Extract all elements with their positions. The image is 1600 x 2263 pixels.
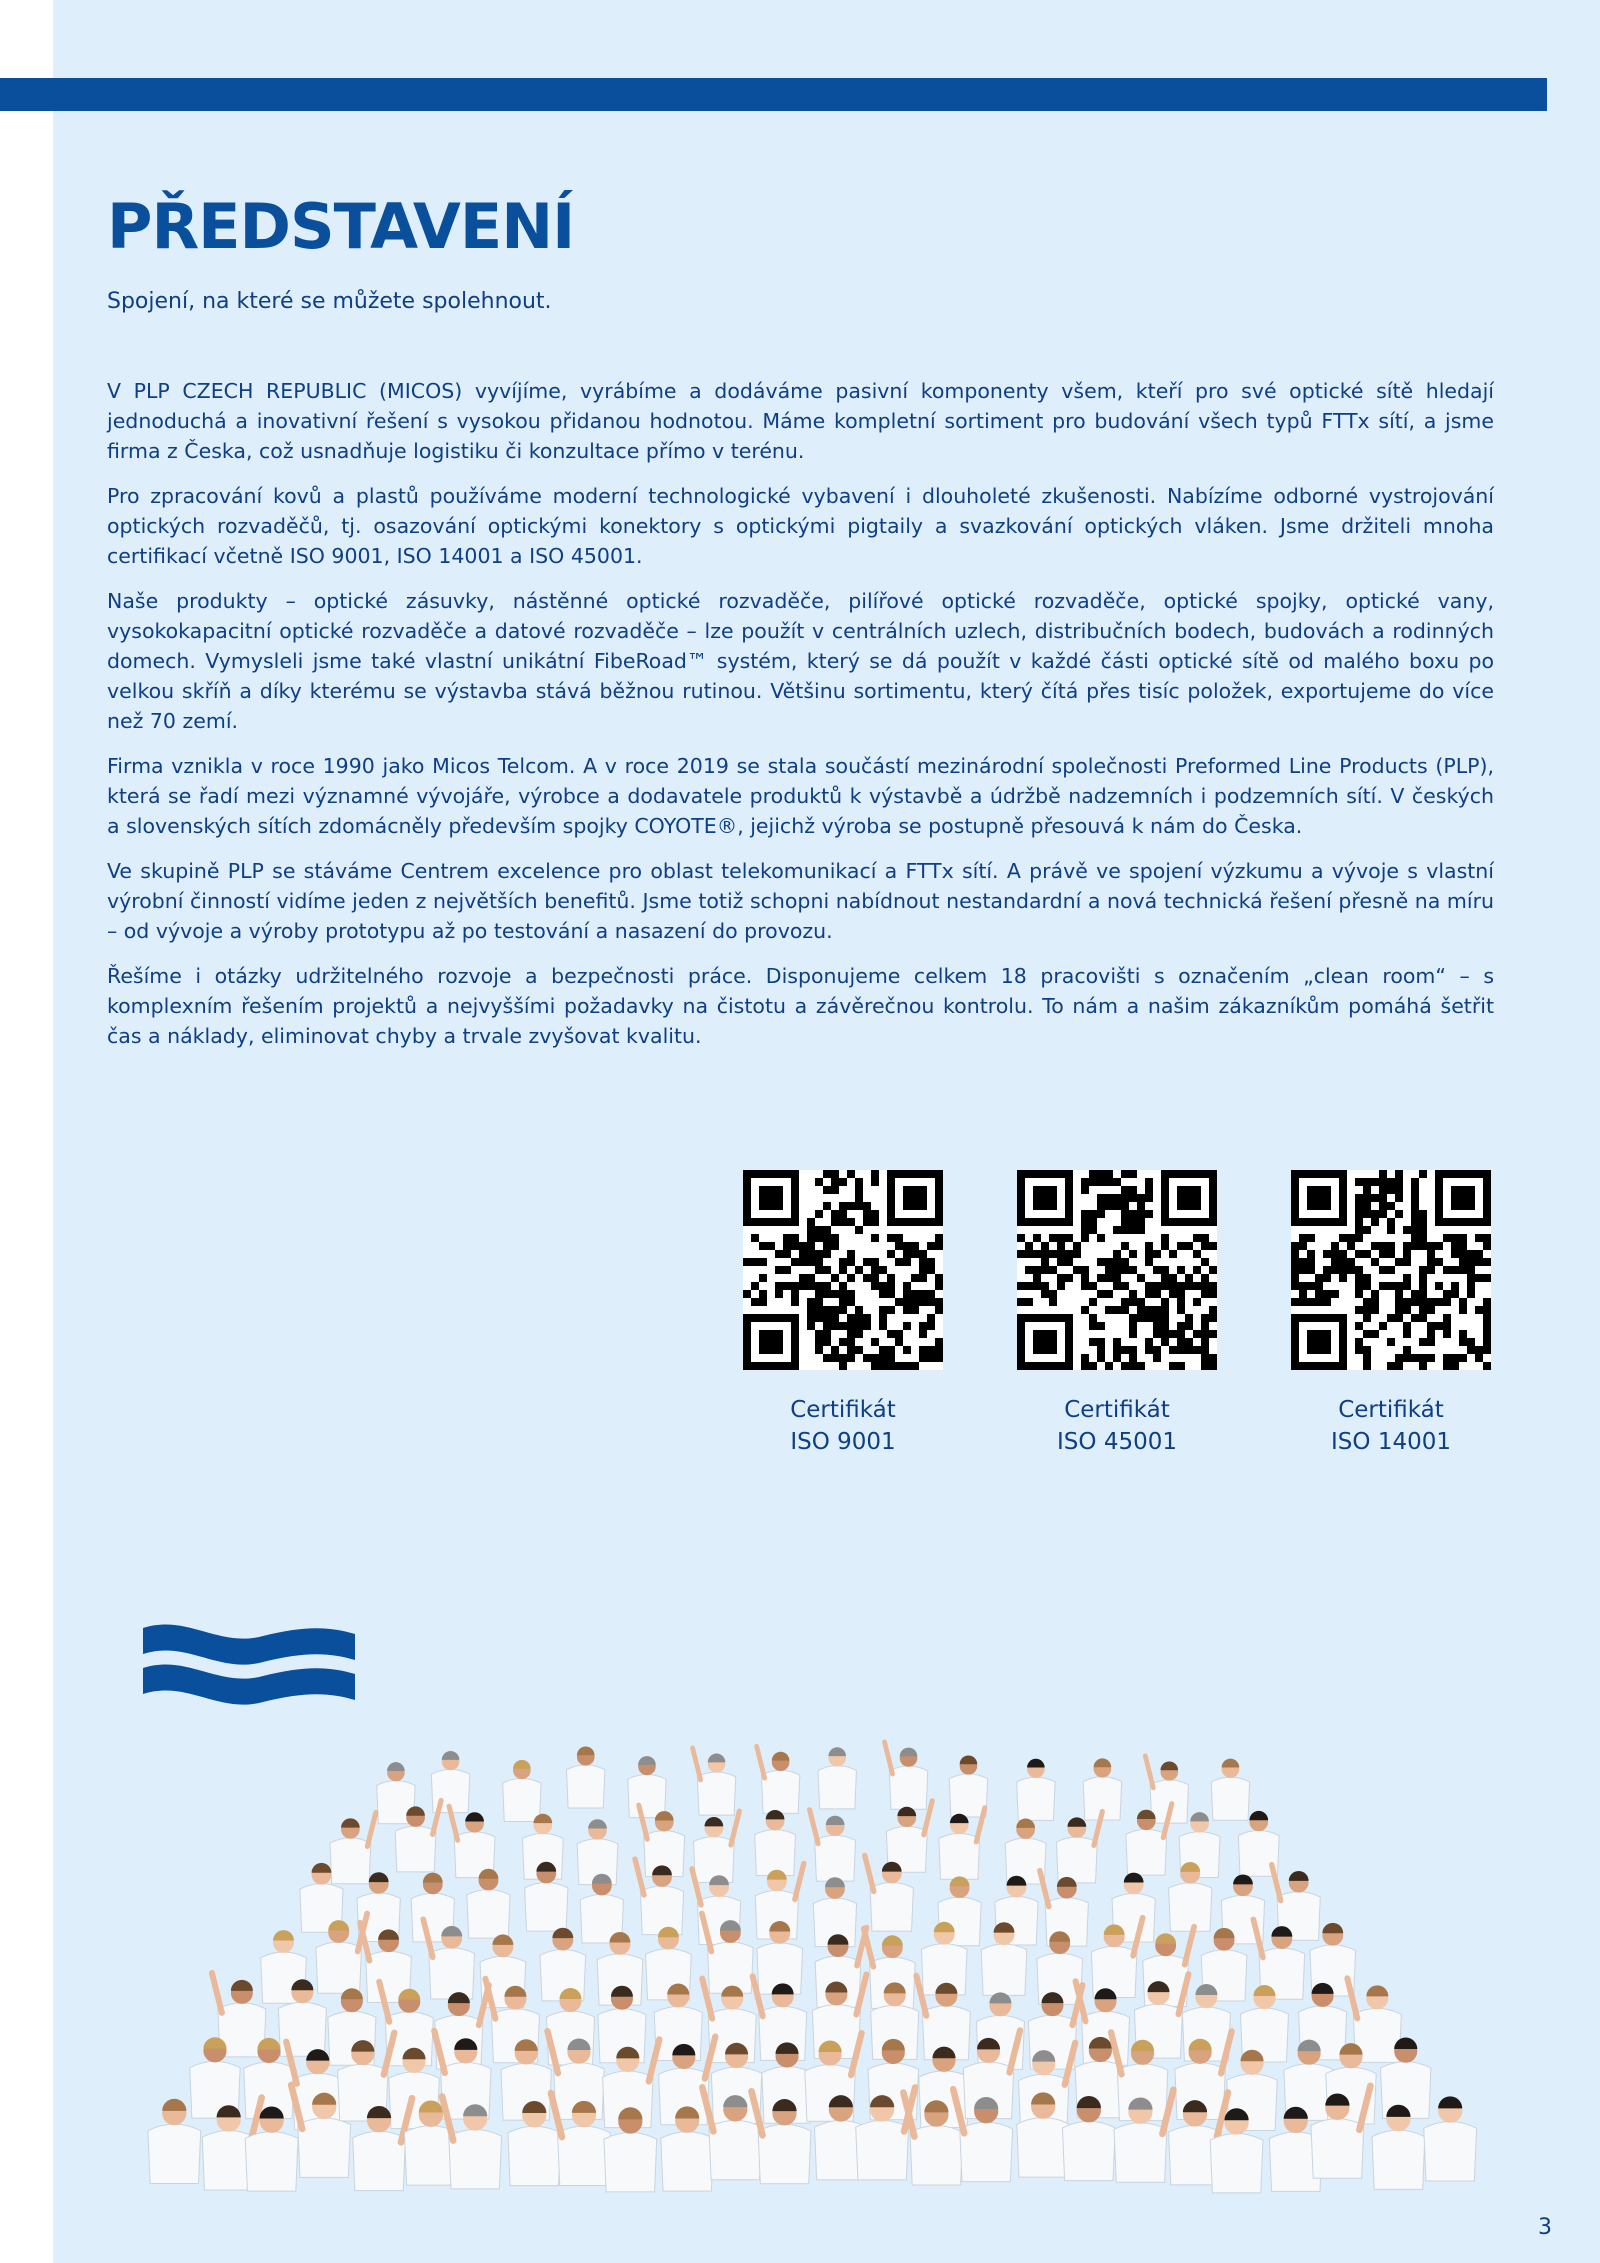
paragraph: Řešíme i otázky udržitelného rozvoje a bezpečnosti práce. Disponujeme celkem 18 pracovišti s označením „clean room“ – s komplexním řešením projektů a nejvyššími požadavky na čistotu a závěrečnou kontrolu. To nám a našim zákazníkům pomáhá šetřit čas a náklady, eliminovat chyby a trvale zvyšovat kvalitu. — [107, 964, 1494, 1048]
certificate-label — [743, 1394, 943, 1458]
certificate-label — [1291, 1394, 1491, 1458]
certificate-label-line2: ISO 45001 — [1057, 1429, 1177, 1455]
certificate-label-line1: Certifikát — [790, 1397, 896, 1423]
intro-body — [107, 376, 1494, 1066]
certificate-iso-9001[interactable] — [743, 1170, 943, 1458]
paragraph: Firma vznikla v roce 1990 jako Micos Telcom. A v roce 2019 se stala součástí mezinárodní společnosti Preformed Line Products (PLP), která se řadí mezi významné vývojáře, výrobce a dodavatele produktů k výstavbě a údržbě nadzemních i podzemních sítí. V českých a slovenských sítích zdomácněly především spojky COYOTE®, jejichž výroba se postupně přesouvá k nám do Česka. — [107, 754, 1494, 838]
header-accent-bar-left — [0, 78, 60, 111]
header-accent-bar — [53, 78, 1547, 111]
certificate-iso-14001[interactable] — [1291, 1170, 1491, 1458]
paragraph: Naše produkty – optické zásuvky, nástěnné optické rozvaděče, pilířové optické rozvaděče, optické spojky, optické vany, vysokokapacitní optické rozvaděče a datové rozvaděče – lze použít v centrálních uzlech, distribučních bodech, budovách a rodinných domech. Vymysleli jsme také vlastní unikátní FibeRoad™ systém, který se dá použít v každé části optické sítě od malého boxu po velkou skříň a díky kterému se výstavba stává běžnou rutinou. Většinu sortimentu, který čítá přes tisíc položek, exportujeme do více než 70 zemí. — [107, 589, 1494, 733]
qr-code-icon[interactable] — [743, 1170, 943, 1370]
certificate-iso-45001[interactable] — [1017, 1170, 1217, 1458]
certificate-label-line2: ISO 9001 — [790, 1429, 896, 1455]
certificate-label — [1017, 1394, 1217, 1458]
certificate-label-line1: Certifikát — [1064, 1397, 1170, 1423]
paragraph: Pro zpracování kovů a plastů používáme moderní technologické vybavení i dlouholeté zkušenosti. Nabízíme odborné vystrojování optických rozvaděčů, tj. osazování optickými konektory s optickými pigtaily a svazkování optických vláken. Jsme držiteli mnoha certifikací včetně ISO 9001, ISO 14001 a ISO 45001. — [107, 484, 1494, 568]
qr-code-icon[interactable] — [1291, 1170, 1491, 1370]
qr-code-icon[interactable] — [1017, 1170, 1217, 1370]
paragraph: Ve skupině PLP se stáváme Centrem excelence pro oblast telekomunikací a FTTx sítí. A právě ve spojení výzkumu a vývoje s vlastní výrobní činností vidíme jeden z největších benefitů. Jsme totiž schopni nabídnout nestandardní a nová technická řešení přesně na míru – od vývoje a výroby prototypu až po testování a nasazení do provozu. — [107, 859, 1494, 943]
paragraph: V PLP CZECH REPUBLIC (MICOS) vyvíjíme, vyrábíme a dodáváme pasivní komponenty všem, kteří pro své optické sítě hledají jednoduchá a inovativní řešení s vysokou přidanou hodnotou. Máme kompletní sortiment pro budování všech typů FTTx sítí, a jsme firma z Česka, což usnadňuje logistiku či konzultace přímo v terénu. — [107, 379, 1494, 463]
page-subtitle: Spojení, na které se můžete spolehnout. — [107, 289, 552, 314]
certificate-label-line1: Certifikát — [1338, 1397, 1444, 1423]
team-group-photo — [110, 1700, 1510, 2220]
page-title: PŘEDSTAVENÍ — [107, 190, 575, 263]
page-number: 3 — [1538, 2215, 1552, 2240]
certificate-label-line2: ISO 14001 — [1331, 1429, 1451, 1455]
